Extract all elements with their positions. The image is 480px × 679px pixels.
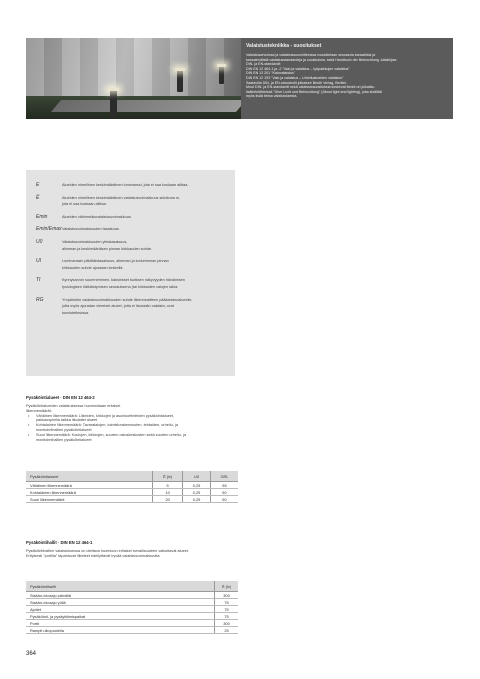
hero-photo bbox=[26, 38, 241, 119]
table-cell: 20 bbox=[153, 496, 183, 503]
symbol: Emin/Emax bbox=[36, 226, 62, 233]
bullet-list bbox=[26, 414, 286, 443]
table-cell: 75 bbox=[215, 599, 239, 606]
symbol-description bbox=[62, 277, 185, 290]
table-cell: Portit bbox=[26, 620, 215, 627]
symbol-row bbox=[36, 195, 225, 208]
table-cell: 50 bbox=[210, 496, 238, 503]
info-line: DIN EN 12 193 "Valo ja valaistus – Urheilualueiden valaistus" bbox=[246, 75, 344, 80]
symbol: E bbox=[36, 182, 40, 188]
symbol-description bbox=[62, 258, 169, 271]
desc-line: fysiologisen häikäistymisen seurauksena (tai kirkkaiden valojen takia. bbox=[62, 284, 179, 289]
table-cell: Kohtalainen liikennemäärä bbox=[26, 489, 153, 496]
desc-line: alimman ja keskimääräisen pinnan kirkkauden suhde. bbox=[62, 246, 153, 251]
table-cell: 300 bbox=[215, 592, 239, 599]
table-row bbox=[26, 482, 238, 489]
walkway bbox=[51, 100, 241, 112]
column-header: Ē (lx) bbox=[153, 471, 183, 482]
desc-line: Alueiden nimellinen keskimääräinen luminanssi, jota ei saa koskaan alittaa. bbox=[62, 183, 189, 187]
column-header: GRL bbox=[210, 471, 238, 482]
info-line: Muut DIN- ja EN-standardit sekä valaistussuosituksia koskevat tiedot on julkaistu bbox=[246, 85, 375, 90]
table-row bbox=[26, 620, 238, 627]
info-line: DIN- ja EN-standardit: bbox=[246, 62, 282, 67]
symbol-row bbox=[36, 214, 225, 221]
section-intro: liikennemäärät: bbox=[26, 408, 52, 413]
column-header: Ē (lx) bbox=[215, 581, 239, 592]
symbol-legend bbox=[26, 170, 235, 376]
table-cell: 5 bbox=[153, 482, 183, 489]
table-cell: Pysäköinti- ja pysäyttämispaikat bbox=[26, 613, 215, 620]
symbol-description bbox=[62, 182, 188, 189]
info-line: myös lisää tietoa valaistuksesta. bbox=[246, 94, 298, 99]
page-number: 364 bbox=[26, 651, 37, 657]
desc-line: jota ei saa koskaan alittaa. bbox=[62, 202, 107, 207]
section-intro: Erityisesti "portilla" tapahtuvat liiketeet edellyttävät hyvää valaistusvoimakkuutta. bbox=[26, 553, 161, 558]
info-box bbox=[241, 38, 453, 119]
table-cell: Suuri liikennemäärä bbox=[26, 496, 153, 503]
table-cell: 75 bbox=[215, 613, 239, 620]
table-row bbox=[26, 606, 238, 613]
parking-halls-section bbox=[26, 540, 326, 559]
table-cell: 300 bbox=[215, 620, 239, 627]
symbol: TI bbox=[36, 277, 41, 284]
desc-line: Valaistusvoimakkuuden tasaisuus. bbox=[62, 227, 120, 232]
table-row bbox=[26, 496, 238, 503]
desc-line: tunnistettavissa. bbox=[62, 310, 90, 315]
desc-line: Luminanssin pitkittäistasaisuus, alimman ja korkeimman pinnan bbox=[62, 259, 169, 264]
table-cell: Sisään-/ulosajo päivällä bbox=[26, 592, 215, 599]
table-row bbox=[26, 613, 238, 620]
section-intro: Pysäköintialueiden valaistuksessa huomioidaan erilaiset bbox=[26, 404, 121, 408]
table-cell: Ajotiet bbox=[26, 606, 215, 613]
table-header-row bbox=[26, 471, 238, 482]
info-line: Valaistusarvioissa ja valaistussuunnittelussa noudatetaan seuraavia kansallisia ja bbox=[246, 53, 376, 57]
symbol-description bbox=[62, 239, 152, 252]
symbol-row bbox=[36, 182, 225, 189]
table-cell: 55 bbox=[210, 482, 238, 489]
table-cell: 0,25 bbox=[183, 489, 211, 496]
info-line: kansainvälisiä valaistusstandardeja ja suosituksia, sekä Handbuch der Beleuchtung -käsikirjaa: bbox=[246, 57, 398, 62]
section-intro: Pysäköintihallien valaistuksessa on otettava huomioon erilaiset turvallisuuteen vaikuttavat alueet. bbox=[26, 549, 189, 553]
bollard-light bbox=[110, 88, 117, 118]
table-row bbox=[26, 592, 238, 599]
symbol-description bbox=[62, 214, 132, 221]
table-cell: 0,25 bbox=[183, 482, 211, 489]
info-title: Valaistustekniikka - suositukset bbox=[246, 43, 322, 49]
table-cell: Rampit ulkopuolella bbox=[26, 627, 215, 634]
table-cell: Sisään-/ulosajo yöllä bbox=[26, 599, 215, 606]
list-item: • Vähäinen liikennemäärä: Liikeiden, kirkkojen ja asuinkortteleiden pysäköintialueet, pakkauspiirilla taikka itkulaitet alueet bbox=[26, 414, 196, 424]
info-line: DIN EN 13 201 "Katuvalaistus" bbox=[246, 71, 296, 76]
symbol-row bbox=[36, 226, 225, 233]
table-cell: 10 bbox=[153, 489, 183, 496]
parking-halls-table bbox=[26, 581, 238, 634]
parking-areas-table bbox=[26, 471, 238, 503]
desc-line: Alueiden vähimmäisvalaistusvoimakkuus. bbox=[62, 214, 132, 219]
info-line: lisätietolähteissä "Über Licht und Beleuchtung" (About light and lighting), joka sisältää bbox=[246, 89, 382, 94]
bollard-light bbox=[219, 64, 224, 84]
table-cell: 50 bbox=[210, 489, 238, 496]
desc-line: Ympäristön valaistusvoimakkuuden suhde liikennealtteen pääkartanoalueelle, bbox=[62, 297, 193, 302]
symbol-row bbox=[36, 297, 225, 317]
symbol-row bbox=[36, 239, 225, 252]
info-line: Saatavilla DIN- ja EN-standardit julkaisee Beuth Verlag, Berliini. bbox=[246, 80, 348, 85]
table-row bbox=[26, 599, 238, 606]
parking-areas-section bbox=[26, 395, 286, 442]
symbol: RG bbox=[36, 296, 44, 303]
list-item: • Suuri liikennemäärä: Koulujen, kirkkojen, suurten ostoskeskusten sekä suurten urheilu- ja monitoimihallien pysäköintialueet bbox=[26, 433, 196, 443]
table-cell: 75 bbox=[215, 606, 239, 613]
section-title: Pysäköintialueet · DIN EN 12 464-2 bbox=[26, 395, 95, 400]
desc-line: kirkkauden suhde ajoradan keskellä. bbox=[62, 265, 124, 270]
table-row bbox=[26, 627, 238, 634]
symbol-description bbox=[62, 297, 192, 317]
symbol-description bbox=[62, 226, 120, 233]
column-header: Pysäköintialueet bbox=[26, 471, 153, 482]
table-cell: 0,25 bbox=[183, 496, 211, 503]
column-header: U0 bbox=[183, 471, 211, 482]
symbol-description bbox=[62, 195, 180, 208]
desc-line: Alueiden nimellinen keskimääräinen valaistusvoimakkuus sidottuna m, bbox=[62, 195, 181, 200]
table-row bbox=[26, 489, 238, 496]
list-item: • Kohtalainen liikennemäärä: Tavaratalojen, toimistorakennusten, tehtaiden, urheilu- ja monitoimihallien pysäköintialueet bbox=[26, 423, 196, 433]
facade bbox=[26, 38, 241, 96]
info-line: DIN EN 12 464-1 ja -2 "Valo ja valaistus – työpaikkojen valaistus" bbox=[246, 66, 350, 71]
symbol: Emin bbox=[36, 213, 48, 220]
desc-line: Kynnysarvon suureneminen, kaksinkset tuottaen näkyvyyden häviämisen bbox=[62, 278, 186, 283]
symbol: UI bbox=[36, 258, 41, 265]
symbol: E̅ bbox=[36, 194, 40, 201]
symbol: U0 bbox=[36, 238, 43, 245]
column-header: Pysäköintihallit bbox=[26, 581, 215, 592]
desc-line: Valaistusvoimakkuuden yleistasaisuus, bbox=[62, 239, 128, 244]
symbol-row bbox=[36, 258, 225, 271]
table-header-row bbox=[26, 581, 238, 592]
section-title: Pysäköintihallit · DIN EN 12 464-1 bbox=[26, 540, 93, 545]
bollard-light bbox=[177, 68, 183, 92]
table-cell: 25 bbox=[215, 627, 239, 634]
symbol-row bbox=[36, 277, 225, 290]
desc-line: jotta myös ajoradan viereiset alueet, joita ei liaussiän valaista, ovat bbox=[62, 304, 174, 309]
table-cell: Vähäinen liikennemäärä bbox=[26, 482, 153, 489]
